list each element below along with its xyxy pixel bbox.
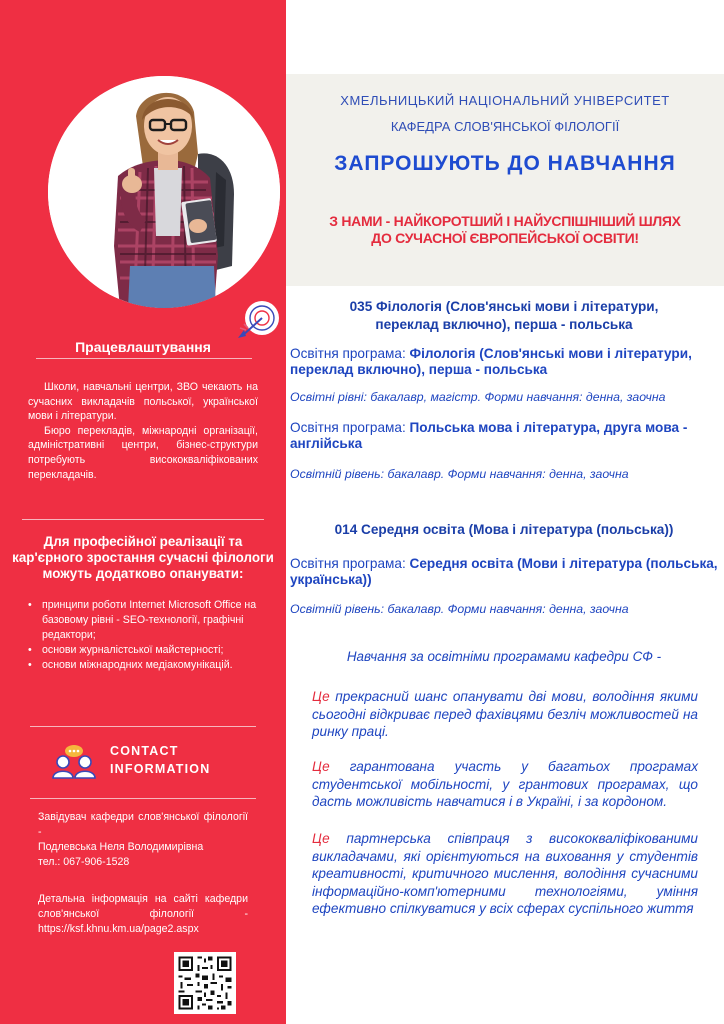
benefit-text: прекрасний шанс опанувати дві мови, володіння якими сьогодні відкриває перед фахівцями безліч можливостей на ринку праці. (312, 689, 698, 740)
list-item: • основи міжнародних медіакомунікацій. (26, 658, 266, 673)
skills-heading: Для професійної реалізації та кар'єрного зростання сучасні філологи можуть додатково опанувати: (12, 534, 274, 581)
benefits-intro: Навчання за освітніми програмами кафедри СФ - (346, 649, 662, 664)
divider (30, 798, 256, 799)
qr-code (174, 952, 236, 1014)
benefit-item (312, 758, 698, 811)
slogan (286, 213, 724, 247)
specialty-014-title: 014 Середня освіта (Мова і література (польська)) (334, 522, 674, 537)
student-photo (48, 76, 280, 308)
head-name: Подлевська Неля Володимирівна (38, 841, 204, 853)
invite-title: ЗАПРОШУЮТЬ ДО НАВЧАННЯ (334, 152, 676, 175)
contact-heading (110, 742, 270, 778)
benefit-marker: Це (312, 689, 330, 704)
slogan-line-1: З НАМИ - НАЙКОРОТШИЙ І НАЙУСПІШНІШИЙ ШЛЯХ (329, 213, 681, 229)
employment-paragraph-2: Бюро перекладів, міжнародні організації, адміністративні центри, бізнес-структури потребують висококваліфікованих перекладачів. (28, 424, 258, 481)
employment-paragraph-1: Школи, навчальні центри, ЗВО чекають на сучасних викладачів польської, української мови і літератури. (28, 381, 258, 423)
benefit-item (312, 830, 698, 918)
program-levels: Освітні рівні: бакалавр, магістр. Форми навчання: денна, заочна (290, 390, 666, 404)
target-arrow-icon (236, 298, 282, 342)
contact-heading-line-1: CONTACT (110, 744, 179, 758)
benefit-marker: Це (312, 831, 330, 846)
program-polish (290, 420, 718, 452)
list-item: • принципи роботи Internet Microsoft Office на базовому рівні - SEO-технології, графічні редактори; (26, 598, 266, 643)
program-levels: Освітній рівень: бакалавр. Форми навчання: денна, заочна (290, 467, 629, 481)
employment-heading: Працевлаштування (75, 339, 211, 355)
people-chat-icon (50, 745, 98, 779)
specialty-035-title (290, 298, 718, 334)
benefit-text: гарантована участь у багатьох програмах студентської мобільності, у грантових програмах, що дасть можливість навчатися і в Україні, і за кордоном. (312, 759, 698, 810)
site-info: Детальна інформація на сайті кафедри слов'янської філології - https://ksf.khnu.km.ua/page2.aspx (38, 893, 248, 935)
program-label: Освітня програма: (290, 346, 410, 361)
divider (30, 726, 256, 727)
specialty-035-line-1: 035 Філологія (Слов'янські мови і літератури, (349, 299, 659, 314)
head-role: Завідувач кафедри слов'янської філології - (38, 811, 248, 838)
program-label: Освітня програма: (290, 420, 410, 435)
benefit-text: партнерська співпраця з висококваліфікованими викладачами, які орієнтуються на виховання у студентів креативності, критичного мислення, володіння сучасними інформаційно-комп'ютерними технологіями, уміння ефективно спілкуватися у всіх сферах суспільного життя (312, 831, 698, 917)
department-name: КАФЕДРА СЛОВ'ЯНСЬКОЇ ФІЛОЛОГІЇ (390, 119, 620, 134)
program-levels: Освітній рівень: бакалавр. Форми навчання: денна, заочна (290, 602, 629, 616)
program-secondary-education (290, 556, 718, 588)
program-name: Польська мова і література, друга мова - англійська (290, 420, 688, 451)
slogan-line-2: ДО СУЧАСНОЇ ЄВРОПЕЙСЬКОЇ ОСВІТИ! (371, 230, 639, 246)
contact-heading-line-2: INFORMATION (110, 762, 211, 776)
program-philology (290, 346, 718, 378)
program-label: Освітня програма: (290, 556, 410, 571)
head-phone: тел.: 067-906-1528 (38, 856, 130, 868)
program-name: Середня освіта (Мови і література (польська, українська)) (290, 556, 718, 587)
benefit-item (312, 688, 698, 741)
program-name: Філологія (Слов'янські мови і літератури, переклад включно), перша - польська (290, 346, 692, 377)
list-item: • основи журналістської майстерності; (26, 643, 266, 658)
divider (36, 358, 252, 359)
university-name: ХМЕЛЬНИЦЬКИЙ НАЦІОНАЛЬНИЙ УНІВЕРСИТЕТ (340, 93, 670, 108)
specialty-035-line-2: переклад включно), перша - польська (375, 317, 633, 332)
employment-text (28, 380, 258, 482)
skills-list (26, 598, 266, 673)
benefit-marker: Це (312, 759, 330, 774)
department-head-contact (38, 810, 248, 870)
